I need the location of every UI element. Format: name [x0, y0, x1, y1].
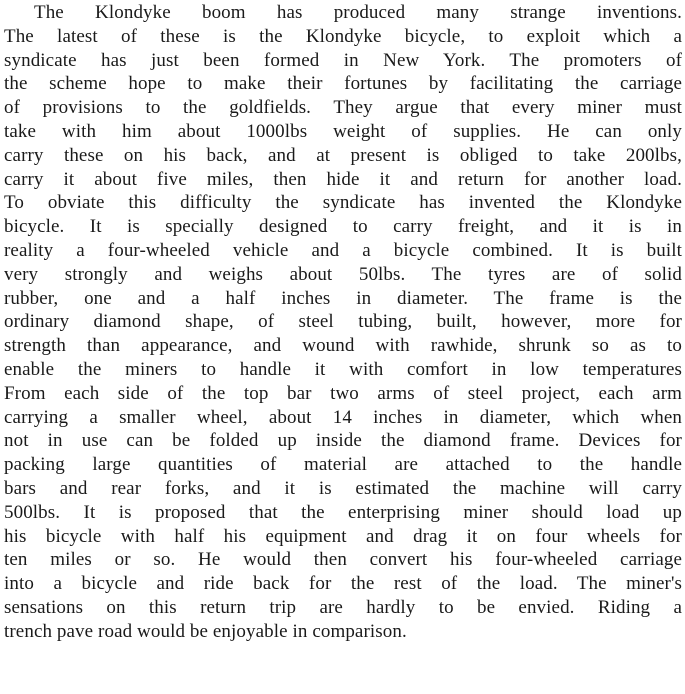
text-line: bicycle. It is specially designed to carry freight, and it is in — [4, 216, 682, 238]
text-line: The latest of these is the Klondyke bicycle, to exploit which a — [4, 25, 682, 47]
text-line: To obviate this difficulty the syndicate has invented the Klondyke — [4, 192, 682, 214]
article-body — [4, 1, 682, 644]
text-line: rubber, one and a half inches in diameter. The frame is the — [4, 287, 682, 309]
text-line: ten miles or so. He would then convert his four-wheeled carriage — [4, 549, 682, 571]
text-line: ordinary diamond shape, of steel tubing, built, however, more for — [4, 311, 682, 333]
text-line: reality a four-wheeled vehicle and a bicycle combined. It is built — [4, 239, 682, 261]
text-line: the scheme hope to make their fortunes by facilitating the carriage — [4, 73, 682, 95]
text-line: sensations on this return trip are hardly to be envied. Riding a — [4, 596, 682, 618]
text-line: enable the miners to handle it with comfort in low temperatures — [4, 358, 682, 380]
text-line: take with him about 1000lbs weight of supplies. He can only — [4, 120, 682, 142]
text-line: of provisions to the goldfields. They argue that every miner must — [4, 97, 682, 119]
text-line: syndicate has just been formed in New York. The promoters of — [4, 49, 682, 71]
text-line: strength than appearance, and wound with rawhide, shrunk so as to — [4, 335, 682, 357]
text-line: trench pave road would be enjoyable in comparison. — [4, 620, 407, 642]
text-line: very strongly and weighs about 50lbs. The tyres are of solid — [4, 263, 682, 285]
text-line: not in use can be folded up inside the diamond frame. Devices for — [4, 430, 682, 452]
text-line: carrying a smaller wheel, about 14 inches in diameter, which when — [4, 406, 682, 428]
text-line: carry it about five miles, then hide it and return for another load. — [4, 168, 682, 190]
text-line: The Klondyke boom has produced many strange inventions. — [34, 2, 682, 23]
text-line: 500lbs. It is proposed that the enterprising miner should load up — [4, 501, 682, 523]
text-line: packing large quantities of material are attached to the handle — [4, 454, 682, 476]
text-line: carry these on his back, and at present is obliged to take 200lbs, — [4, 144, 682, 166]
text-line: his bicycle with half his equipment and drag it on four wheels for — [4, 525, 682, 547]
text-line: bars and rear forks, and it is estimated the machine will carry — [4, 477, 682, 499]
text-line: into a bicycle and ride back for the rest of the load. The miner's — [4, 573, 682, 595]
text-line: From each side of the top bar two arms of steel project, each arm — [4, 382, 682, 404]
